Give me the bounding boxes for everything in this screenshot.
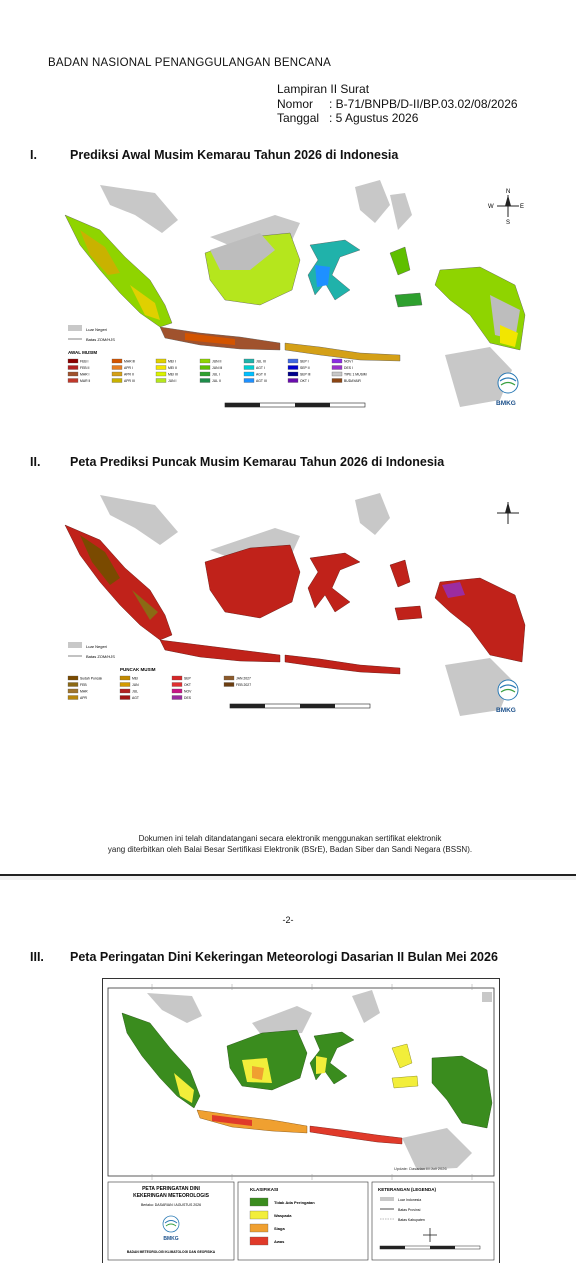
scale-bar <box>225 403 365 407</box>
puncak-musim-legend-swatch <box>172 689 182 693</box>
island-halmahera <box>390 247 410 275</box>
awal-musim-legend-swatch <box>288 372 298 376</box>
section-2-number: II. <box>30 455 41 469</box>
map-3-peringatan-kekeringan <box>102 978 500 1263</box>
awal-musim-legend-swatch <box>332 379 342 383</box>
puncak-musim-legend-swatch <box>224 683 234 687</box>
compass-rose-icon <box>488 189 524 226</box>
section-2-heading <box>30 455 444 469</box>
awal-musim-legend-swatch <box>244 359 254 363</box>
keterangan-item-1: Luar Indonesia <box>398 1198 422 1202</box>
compass-west: W <box>488 204 494 210</box>
awal-musim-legend-swatch <box>112 366 122 370</box>
awal-musim-legend-label: MAR III <box>124 359 136 364</box>
awal-musim-legend-label: SEP I <box>300 359 309 364</box>
agency-header: BADAN NASIONAL PENANGGULANGAN BENCANA <box>48 57 332 69</box>
awal-musim-legend-swatch <box>244 372 254 376</box>
bmkg-logo-text: BMKG <box>496 400 516 407</box>
klasifikasi-swatch <box>250 1224 268 1232</box>
puncak-musim-legend-label: JUL <box>132 689 139 694</box>
awal-musim-legend-swatch <box>244 379 254 383</box>
awal-musim-legend-swatch <box>288 366 298 370</box>
klasifikasi-swatch <box>250 1237 268 1245</box>
puncak-musim-legend-label: DES <box>184 696 191 701</box>
island-sumatra <box>65 525 172 640</box>
awal-musim-legend-label: JUL I <box>212 372 220 377</box>
keterangan-item-2: Batas Provinsi <box>398 1208 421 1212</box>
awal-musim-legend-swatch <box>200 379 210 383</box>
klasifikasi-label: Waspada <box>274 1213 292 1218</box>
awal-musim-legend-swatch <box>288 379 298 383</box>
footnote-line-2: yang diterbitkan oleh Balai Besar Sertifikasi Elektronik (BSrE), Badan Siber dan Sandi Negara (BSSN). <box>107 845 473 854</box>
awal-musim-legend-swatch <box>112 359 122 363</box>
awal-musim-legend-label: MAR II <box>80 379 91 384</box>
awal-musim-legend-label: JUN III <box>212 366 223 371</box>
islands-nusa-tenggara <box>285 343 400 361</box>
island-seram <box>392 1076 418 1088</box>
legend-label-foreign: Luar Negeri <box>86 327 107 332</box>
puncak-musim-legend-swatch <box>68 696 78 700</box>
legend-title: PUNCAK MUSIM <box>120 667 156 672</box>
map-1-legend-grid <box>68 359 367 383</box>
legend-label-foreign: Luar Negeri <box>86 644 107 649</box>
awal-musim-legend-swatch <box>156 372 166 376</box>
map-1-awal-musim <box>60 175 530 420</box>
kalimantan-zone-siaga <box>252 1066 264 1080</box>
keterangan-swatch-foreign <box>380 1197 394 1201</box>
island-kalimantan <box>205 545 300 618</box>
foreign-land-mainland <box>100 495 178 545</box>
foreign-land-mainland <box>100 185 178 233</box>
puncak-musim-legend-label: FEB <box>80 683 87 688</box>
awal-musim-legend-label: JUL III <box>256 359 266 364</box>
puncak-musim-legend-swatch <box>172 676 182 680</box>
puncak-musim-legend-swatch <box>68 689 78 693</box>
bmkg-logo-icon <box>163 1216 179 1242</box>
awal-musim-legend-label: FEB II <box>80 366 90 371</box>
keterangan-item-3: Batas Kabupaten <box>398 1218 425 1222</box>
tanggal-value: : 5 Agustus 2026 <box>329 111 419 125</box>
legend-box-klasifikasi <box>238 1182 368 1260</box>
puncak-musim-legend-swatch <box>172 683 182 687</box>
keterangan-title: KETERANGAN (LEGENDA) <box>378 1187 436 1192</box>
compass-south: S <box>506 220 511 226</box>
awal-musim-legend-label: AGT III <box>256 379 267 384</box>
awal-musim-legend-swatch <box>68 379 78 383</box>
klasifikasi-label: Siaga <box>274 1226 285 1231</box>
section-1-heading <box>30 148 398 162</box>
islands-nusa-tenggara <box>285 655 400 674</box>
compass-north: N <box>506 189 511 195</box>
legend-label-zom: Batas ZOM/HJS <box>86 337 115 342</box>
puncak-musim-legend-swatch <box>224 676 234 680</box>
puncak-musim-legend-swatch <box>120 683 130 687</box>
island-halmahera <box>390 560 410 587</box>
foreign-land-philippines <box>355 180 390 223</box>
section-3-number: III. <box>30 950 44 964</box>
awal-musim-legend-swatch <box>332 366 342 370</box>
awal-musim-legend-swatch <box>332 359 342 363</box>
legend-swatch-foreign <box>68 642 82 648</box>
puncak-musim-legend-label: FEB 2027 <box>236 683 252 688</box>
awal-musim-legend-swatch <box>112 379 122 383</box>
island-sulawesi <box>308 553 360 612</box>
scale-bar <box>230 704 370 708</box>
attachment-block <box>277 82 518 126</box>
awal-musim-legend-label: MAR I <box>80 372 90 377</box>
awal-musim-legend-label: JUN II <box>212 359 222 364</box>
awal-musim-legend-swatch <box>200 366 210 370</box>
bmkg-logo-text: BMKG <box>496 707 516 714</box>
puncak-musim-legend-swatch <box>120 689 130 693</box>
puncak-musim-legend-swatch <box>68 676 78 680</box>
puncak-musim-legend-label: MAR <box>80 689 88 694</box>
update-note: Update: Dasarian III Juli 2026 <box>394 1166 447 1171</box>
klasifikasi-swatch <box>250 1198 268 1206</box>
awal-musim-legend-label: DES I <box>344 366 353 371</box>
awal-musim-legend-label: MEI I <box>168 359 176 364</box>
section-1-title: Prediksi Awal Musim Kemarau Tahun 2026 di Indonesia <box>70 148 399 162</box>
section-3-title: Peta Peringatan Dini Kekeringan Meteorologi Dasarian II Bulan Mei 2026 <box>70 950 498 964</box>
puncak-musim-legend-label: AGT <box>132 696 139 701</box>
awal-musim-legend-label: FEB I <box>80 359 89 364</box>
tanggal-label: Tanggal <box>277 111 320 125</box>
awal-musim-legend-label: TIPE 1 MUSIM <box>344 372 367 377</box>
compass-east: E <box>520 204 525 210</box>
awal-musim-legend-label: APR III <box>124 379 135 384</box>
puncak-musim-legend-swatch <box>68 683 78 687</box>
legend-title: AWAL MUSIM <box>68 350 98 355</box>
awal-musim-legend-label: APR II <box>124 372 134 377</box>
footnote-line-1: Dokumen ini telah ditandatangani secara elektronik menggunakan sertifikat elektronik <box>138 834 442 843</box>
puncak-musim-legend-swatch <box>120 696 130 700</box>
compass-rose-icon <box>497 502 519 524</box>
awal-musim-legend-swatch <box>332 372 342 376</box>
awal-musim-legend-label: MEI II <box>168 366 177 371</box>
klasifikasi-title: KLASIFIKASI <box>250 1187 279 1192</box>
page-separator <box>0 874 576 876</box>
awal-musim-legend-label: JUL II <box>212 379 221 384</box>
awal-musim-legend-swatch <box>156 366 166 370</box>
awal-musim-legend-label: APR I <box>124 366 133 371</box>
section-1-number: I. <box>30 148 37 162</box>
e-signature-footnote <box>40 833 540 855</box>
awal-musim-legend-swatch <box>244 366 254 370</box>
island-seram <box>395 606 422 620</box>
inset-box <box>482 992 492 1002</box>
map3-subtitle: Berlaku: DASARIAN I AGUSTUS 2026 <box>140 1203 202 1207</box>
awal-musim-legend-label: OKT I <box>300 379 309 384</box>
bmkg-logo-text: BMKG <box>163 1236 179 1242</box>
awal-musim-legend-label: MEI III <box>168 372 178 377</box>
awal-musim-legend-label: BUDAYAIR <box>344 379 361 384</box>
awal-musim-legend-swatch <box>68 366 78 370</box>
awal-musim-legend-label: JUN I <box>168 379 177 384</box>
puncak-musim-legend-label: JUN <box>132 683 139 688</box>
map-2-legend-grid <box>68 676 251 700</box>
awal-musim-legend-swatch <box>156 379 166 383</box>
section-3-heading <box>30 950 498 964</box>
klasifikasi-swatch <box>250 1211 268 1219</box>
section-2-title: Peta Prediksi Puncak Musim Kemarau Tahun 2026 di Indonesia <box>70 455 445 469</box>
awal-musim-legend-swatch <box>156 359 166 363</box>
awal-musim-legend-swatch <box>200 359 210 363</box>
island-java <box>160 640 280 662</box>
foreign-land-philippines-2 <box>390 193 412 230</box>
awal-musim-legend-label: SEP III <box>300 372 311 377</box>
sulawesi-zone <box>315 265 330 287</box>
page-number: -2- <box>282 915 294 925</box>
awal-musim-legend-swatch <box>68 359 78 363</box>
nomor-label: Nomor <box>277 96 314 111</box>
awal-musim-legend-swatch <box>112 372 122 376</box>
puncak-musim-legend-label: NOV <box>184 689 192 694</box>
awal-musim-legend-label: SEP II <box>300 366 310 371</box>
awal-musim-legend-swatch <box>288 359 298 363</box>
legend-label-zom: Batas ZOM/HJS <box>86 654 115 659</box>
puncak-musim-legend-label: MEI <box>132 676 139 681</box>
nomor-value: : B-71/BNPB/D-II/BP.03.02/08/2026 <box>329 96 518 111</box>
awal-musim-legend-label: NOV I <box>344 359 354 364</box>
island-seram <box>395 293 422 307</box>
awal-musim-legend-swatch <box>200 372 210 376</box>
puncak-musim-legend-label: Sudah Puncak <box>80 676 103 681</box>
map3-title-line-1: PETA PERINGATAN DINI <box>142 1186 200 1192</box>
map-2-puncak-musim <box>60 490 530 720</box>
puncak-musim-legend-label: APR <box>80 696 87 701</box>
puncak-musim-legend-label: JAN 2027 <box>236 676 251 681</box>
map3-title-line-2: KEKERINGAN METEOROLOGIS <box>133 1193 209 1199</box>
puncak-musim-legend-swatch <box>172 696 182 700</box>
klasifikasi-label: Tidak Ada Peringatan <box>274 1200 315 1205</box>
awal-musim-legend-label: AGT II <box>256 372 266 377</box>
klasifikasi-label: Awas <box>274 1239 285 1244</box>
puncak-musim-legend-label: SEP <box>184 676 191 681</box>
foreign-land-philippines <box>355 493 390 535</box>
awal-musim-legend-swatch <box>68 372 78 376</box>
puncak-musim-legend-label: OKT <box>184 683 191 688</box>
attachment-label: Lampiran II Surat <box>277 82 370 96</box>
puncak-musim-legend-swatch <box>120 676 130 680</box>
legend-swatch-foreign <box>68 325 82 331</box>
map3-agency-line: BADAN METEOROLOGI KLIMATOLOGI DAN GEOFISIKA <box>126 1250 216 1254</box>
awal-musim-legend-label: AGT I <box>256 366 265 371</box>
